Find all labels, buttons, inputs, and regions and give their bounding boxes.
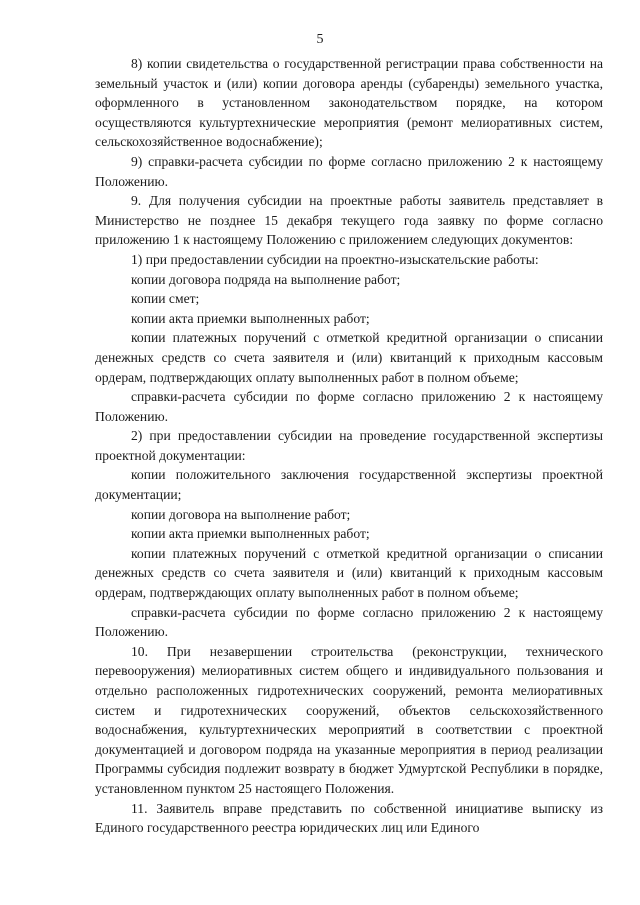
paragraph: копии положительного заключения государственной экспертизы проектной документации;: [95, 467, 603, 503]
paragraph: 1) при предоставлении субсидии на проектно-изыскательские работы:: [131, 251, 539, 267]
paragraph: справки-расчета субсидии по форме согласно приложению 2 к настоящему Положению.: [95, 389, 603, 424]
paragraph: копии договора на выполнение работ;: [131, 506, 351, 522]
paragraph: 11. Заявитель вправе представить по собственной инициативе выписку из Единого государственного реестра юридических лиц или Единого: [95, 800, 603, 836]
paragraph: справки-расчета субсидии по форме согласно приложению 2 к настоящему Положению.: [95, 604, 603, 640]
paragraph: 10. При незавершении строительства (реконструкции, технического перевооружения) мелиоративных систем общего и индивидуального пользования и отдельно расположенных гидротехнических сооружений, ремонта мелиоративных систем и гидротехнических сооружений, объектов сельскохозяйственного водоснабжения, культуртехнических мероприятий в соответствии с проектной документацией и договором подряда на указанные мероприятия в период реализации Программы субсидия подлежит возврату в бюджет Удмуртской Республики в порядке, установленном пунктом 25 настоящего Положения.: [95, 643, 603, 796]
paragraph: копии акта приемки выполненных работ;: [131, 526, 370, 542]
paragraph: 9. Для получения субсидии на проектные работы заявитель представляет в Министерство не позднее 15 декабря текущего года заявку по форме согласно приложению 1 к настоящему Положению с приложением следующих документов:: [95, 193, 603, 248]
paragraph: копии акта приемки выполненных работ;: [131, 310, 370, 326]
paragraph: 8) копии свидетельства о государственной регистрации права собственности на земельный участок и (или) копии договора аренды (субаренды) земельного участка, оформленного в установленном законодательством порядке, на котором осуществляются культуртехнические мероприятия (ремонт мелиоративных систем, сельскохозяйственное водоснабжение);: [95, 56, 603, 150]
document-body: [95, 54, 603, 838]
paragraph: 9) справки-расчета субсидии по форме согласно приложению 2 к настоящему Положению.: [95, 153, 603, 189]
paragraph: 2) при предоставлении субсидии на проведение государственной экспертизы проектной документации:: [95, 428, 603, 463]
page-number: 5: [316, 32, 324, 47]
paragraph: копии платежных поручений с отметкой кредитной организации о списании денежных средств со счета заявителя и (или) квитанций к приходным кассовым ордерам, подтверждающих оплату выполненных работ в полном объеме;: [95, 545, 603, 601]
paragraph: копии договора подряда на выполнение работ;: [131, 271, 401, 287]
paragraph: копии платежных поручений с отметкой кредитной организации о списании денежных средств со счета заявителя и (или) квитанций к приходным кассовым ордерам, подтверждающих оплату выполненных работ в полном объеме;: [95, 330, 603, 385]
paragraph: копии смет;: [131, 291, 200, 307]
